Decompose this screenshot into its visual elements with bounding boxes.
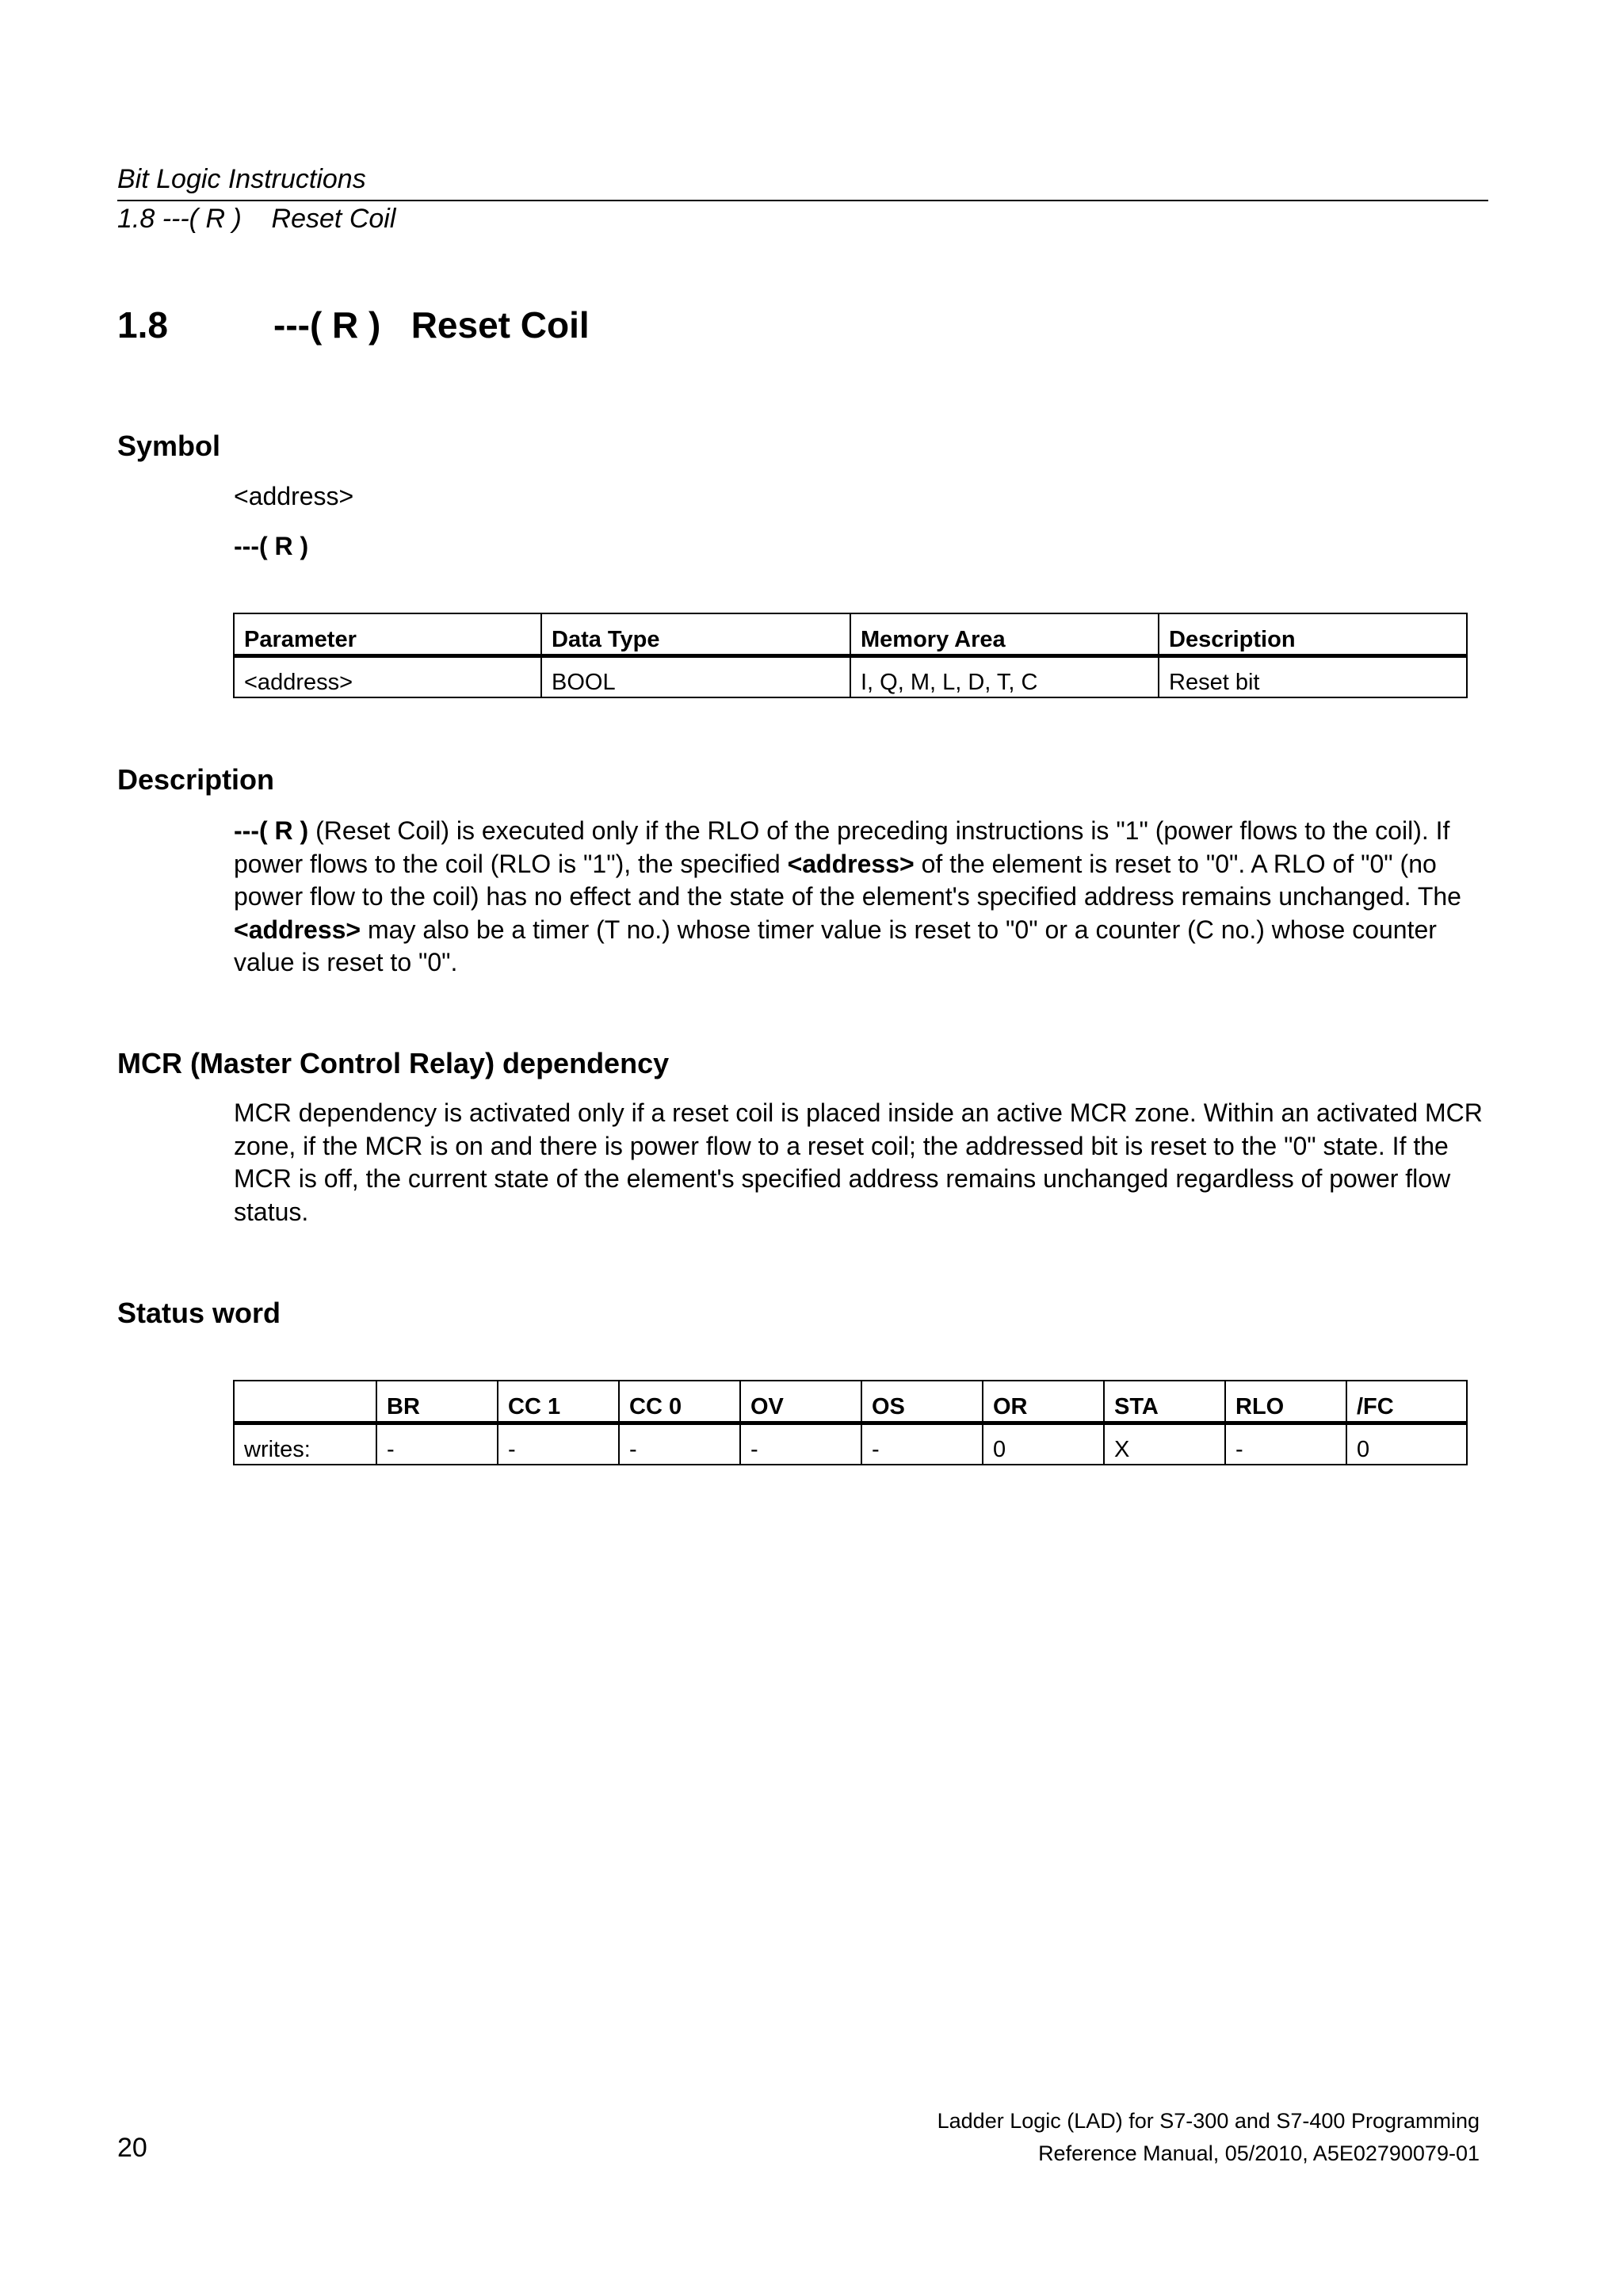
section-title: ---( R ) Reset Coil bbox=[273, 304, 590, 346]
footer-manual-reference: Reference Manual, 05/2010, A5E02790079-01 bbox=[1038, 2141, 1480, 2165]
table-cell: - bbox=[1225, 1423, 1346, 1465]
status-word-heading: Status word bbox=[117, 1297, 281, 1329]
table-cell: - bbox=[498, 1423, 619, 1465]
table-header-cell: STA bbox=[1104, 1381, 1225, 1423]
symbol-coil: ---( R ) bbox=[234, 532, 309, 560]
description-paragraph bbox=[234, 815, 1486, 980]
table-cell: X bbox=[1104, 1423, 1225, 1465]
address-inline: <address> bbox=[787, 849, 915, 878]
table-header-cell: OV bbox=[740, 1381, 861, 1423]
table-header-cell: BR bbox=[376, 1381, 498, 1423]
mcr-paragraph: MCR dependency is activated only if a reset coil is placed inside an active MCR zone. Within an activated MCR zone, if the MCR is on and there is power flow to a reset coil; the addressed bit is reset to the "0" state. If the MCR is off, the current state of the element's specified address remains unchanged regardless of power flow status. bbox=[234, 1098, 1483, 1226]
table-cell: I, Q, M, L, D, T, C bbox=[850, 656, 1159, 698]
description-text: (Reset Coil) is executed only if the RLO of the preceding instructions is "1" (power flows to the coil). If power flows to the coil (RLO is "1"), the specified bbox=[234, 816, 1450, 878]
table-header-cell: CC 0 bbox=[619, 1381, 740, 1423]
table-cell: Reset bit bbox=[1159, 656, 1467, 698]
table-header-cell: /FC bbox=[1346, 1381, 1467, 1423]
table-cell: - bbox=[376, 1423, 498, 1465]
table-cell: BOOL bbox=[541, 656, 850, 698]
symbol-heading: Symbol bbox=[117, 430, 221, 462]
table-cell: 0 bbox=[1346, 1423, 1467, 1465]
table-cell: - bbox=[619, 1423, 740, 1465]
table-row bbox=[234, 1423, 1467, 1465]
description-text: of the element is reset to "0". A RLO of "0" (no power flow to the coil) has no effect and the state of the element's specified address remains unchanged. The bbox=[234, 849, 1461, 911]
symbol-address: <address> bbox=[234, 482, 354, 510]
page-number: 20 bbox=[117, 2133, 147, 2163]
table-header-cell: Memory Area bbox=[850, 613, 1159, 656]
header-rule bbox=[117, 200, 1488, 201]
running-header-section: 1.8 ---( R ) Reset Coil bbox=[117, 204, 396, 234]
table-header-cell: Data Type bbox=[541, 613, 850, 656]
status-word-table bbox=[233, 1380, 1468, 1465]
table-header-cell: Parameter bbox=[234, 613, 541, 656]
table-header-cell: RLO bbox=[1225, 1381, 1346, 1423]
table-cell: writes: bbox=[234, 1423, 376, 1465]
address-inline: <address> bbox=[234, 915, 361, 944]
status-word-header bbox=[234, 1381, 1467, 1423]
table-cell: <address> bbox=[234, 656, 541, 698]
running-header-chapter: Bit Logic Instructions bbox=[117, 164, 366, 194]
table-cell: 0 bbox=[983, 1423, 1104, 1465]
table-header-cell: OR bbox=[983, 1381, 1104, 1423]
table-header-cell bbox=[234, 1381, 376, 1423]
table-header-cell: OS bbox=[861, 1381, 983, 1423]
mcr-heading: MCR (Master Control Relay) dependency bbox=[117, 1047, 670, 1079]
description-text: may also be a timer (T no.) whose timer value is reset to "0" or a counter (C no.) whose counter value is reset to "0". bbox=[234, 915, 1437, 976]
footer-manual-title: Ladder Logic (LAD) for S7-300 and S7-400 Programming bbox=[937, 2109, 1480, 2133]
table-cell: - bbox=[861, 1423, 983, 1465]
parameter-table-header bbox=[234, 613, 1467, 656]
table-row bbox=[234, 656, 1467, 698]
table-header-cell: CC 1 bbox=[498, 1381, 619, 1423]
section-number: 1.8 bbox=[117, 304, 168, 346]
table-cell: - bbox=[740, 1423, 861, 1465]
table-header-cell: Description bbox=[1159, 613, 1467, 656]
description-heading: Description bbox=[117, 763, 275, 796]
parameter-table bbox=[233, 613, 1468, 698]
coil-symbol-inline: ---( R ) bbox=[234, 816, 309, 845]
